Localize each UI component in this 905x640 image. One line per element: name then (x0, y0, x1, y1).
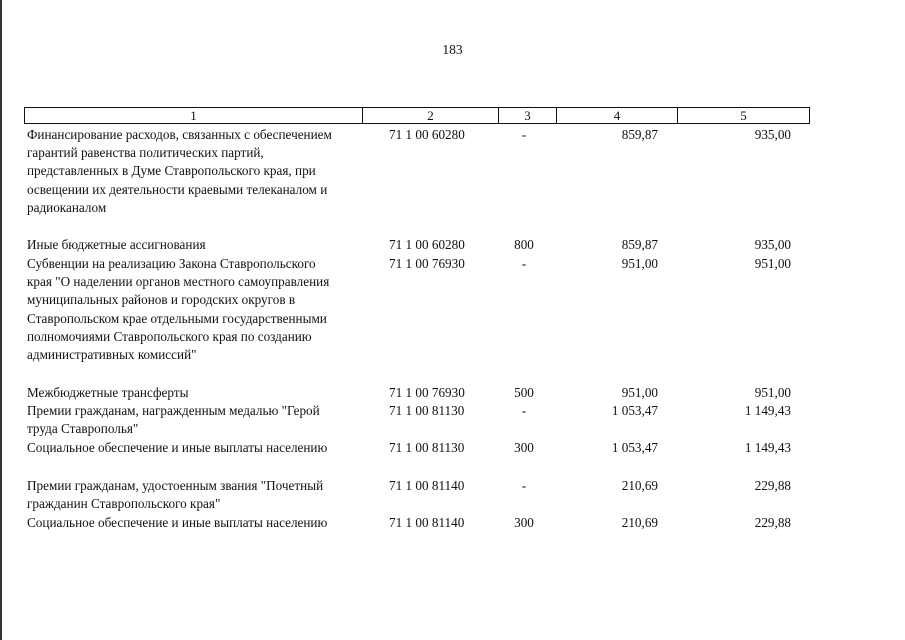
row-value-col5: 1 149,43 (744, 440, 791, 455)
row-value-col5: 951,00 (754, 256, 791, 271)
row-name-line: представленных в Думе Ставропольского края, при (27, 163, 316, 179)
row-value-col5: 935,00 (754, 237, 791, 252)
row-value-col4: 210,69 (621, 478, 658, 493)
row-code: 71 1 00 60280 (389, 237, 465, 252)
header-col-2: 2 (427, 108, 434, 123)
scan-left-edge (0, 0, 2, 640)
row-name-line: Премии гражданам, удостоенным звания "Почетный (27, 478, 324, 493)
row-value-col4: 859,87 (621, 237, 658, 252)
row-name-line: Социальное обеспечение и иные выплаты населению (27, 440, 328, 455)
row-name-line: административных комиссий" (27, 347, 197, 363)
row-value-col4: 1 053,47 (611, 440, 658, 455)
row-name-line: края "О наделении органов местного самоуправления (27, 274, 330, 290)
row-name-line: гражданин Ставропольского края" (27, 496, 221, 512)
row-code: 71 1 00 81140 (389, 478, 465, 493)
row-value-col5: 935,00 (754, 127, 791, 142)
row-name-line: Социальное обеспечение и иные выплаты населению (27, 515, 328, 530)
row-expense-type: - (521, 403, 527, 418)
row-name (27, 439, 367, 457)
row-value-col5: 229,88 (754, 515, 791, 530)
row-expense-type: 300 (514, 440, 534, 455)
header-col-4: 4 (613, 108, 621, 123)
row-value-col5: 1 149,43 (744, 403, 791, 418)
row-value-col5: 951,00 (754, 385, 791, 400)
header-col-3: 3 (524, 108, 531, 123)
row-code: 71 1 00 76930 (389, 385, 465, 400)
row-name-line: полномочиями Ставропольского края по созданию (27, 328, 312, 344)
row-expense-type: 300 (514, 515, 534, 530)
table-header (24, 107, 810, 124)
row-name (27, 402, 367, 438)
row-expense-type: - (521, 127, 527, 142)
row-name (27, 477, 367, 513)
row-name-line: Субвенции на реализацию Закона Ставропольского (27, 256, 316, 271)
row-expense-type: - (521, 256, 527, 271)
row-value-col4: 951,00 (621, 385, 658, 400)
row-value-col4: 951,00 (621, 256, 658, 271)
row-name-line: освещении их деятельности краевыми телеканалом и (27, 181, 328, 197)
row-value-col4: 210,69 (621, 515, 658, 530)
row-name (27, 384, 367, 402)
row-code: 71 1 00 81130 (389, 440, 465, 455)
header-col-1: 1 (190, 108, 197, 123)
row-name-line: муниципальных районов и городских округов в (27, 292, 296, 308)
row-code: 71 1 00 81140 (389, 515, 465, 530)
row-name (27, 236, 367, 254)
row-name (27, 255, 367, 364)
row-code: 71 1 00 60280 (389, 127, 465, 142)
row-code: 71 1 00 76930 (389, 256, 465, 271)
row-name-line: гарантий равенства политических партий, (27, 145, 264, 161)
row-value-col4: 1 053,47 (611, 403, 658, 418)
row-name (27, 126, 367, 217)
row-expense-type: 800 (514, 237, 534, 252)
row-name-line: Межбюджетные трансферты (27, 385, 189, 400)
row-name-line: радиоканалом (27, 199, 107, 215)
row-name-line: Финансирование расходов, связанных с обеспечением (27, 127, 332, 142)
row-expense-type: 500 (514, 385, 534, 400)
row-name-line: Премии гражданам, награжденным медалью "Герой (27, 403, 320, 418)
row-value-col4: 859,87 (621, 127, 658, 142)
row-value-col5: 229,88 (754, 478, 791, 493)
header-col-5: 5 (740, 108, 747, 123)
row-name (27, 514, 367, 532)
row-name-line: Иные бюджетные ассигнования (27, 237, 206, 252)
row-code: 71 1 00 81130 (389, 403, 465, 418)
row-name-line: труда Ставрополья" (27, 421, 139, 437)
row-name-line: Ставропольском крае отдельными государственными (27, 310, 327, 326)
row-expense-type: - (521, 478, 527, 493)
page-number: 183 (442, 42, 463, 57)
